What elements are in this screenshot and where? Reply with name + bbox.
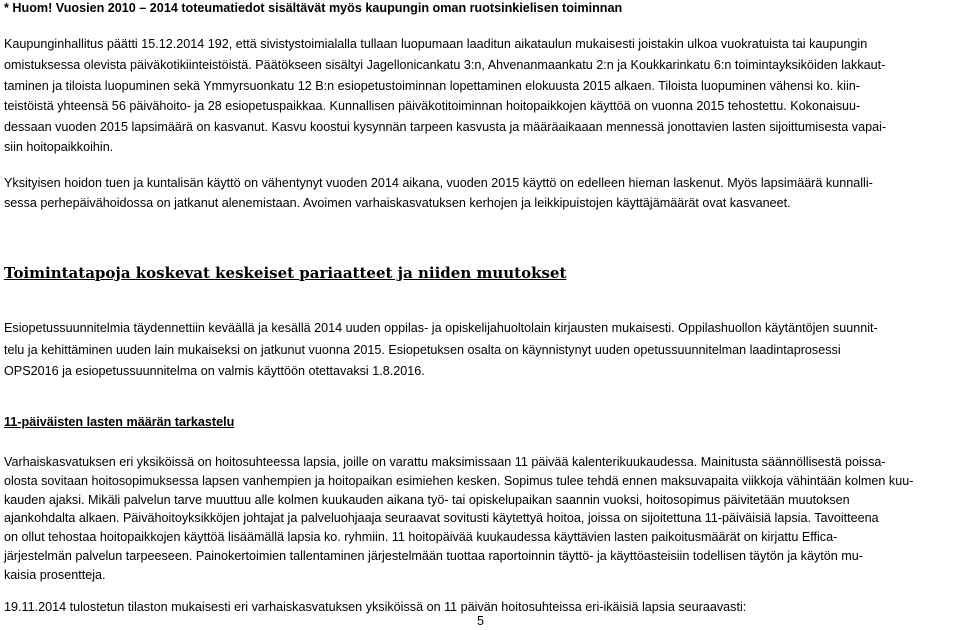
paragraph-1-line: taminen ja tiloista luopuminen sekä Ymmyrsuonkatu 12 B:n esiopetustoiminnan lopettaminen elokuusta 2015 alkaen. Tiloista luopuminen vähensi ko. kiin-: [4, 79, 860, 93]
paragraph-1-line: siin hoitopaikkoihin.: [4, 140, 114, 154]
paragraph-3-line: OPS2016 ja esiopetussuunnitelma on valmis käyttöön otettavaksi 1.8.2016.: [4, 364, 425, 378]
paragraph-4-line: Varhaiskasvatuksen eri yksiköissä on hoitosuhteessa lapsia, joille on varattu maksimissaan 11 päivää kalenterikuukaudessa. Mainitusta säännöllisestä poissa-: [4, 455, 886, 469]
paragraph-1-line: omistuksessa olevista päiväkotikiinteistöistä. Päätökseen sisältyi Jagellonicankatu 3:n, Ahvenanmaankatu 2:n ja Koukkarinkatu 6:n toimintayksiköiden lakkaut-: [4, 58, 886, 72]
page-number: 5: [477, 614, 485, 628]
paragraph-4-line: järjestelmän palvelun tarpeeseen. Painokertoimien tallentaminen järjestelmään tuottaa raportoinnin täyttö- ja käyttöasteisiin todellisen täytön ja käytön mu-: [4, 549, 863, 563]
paragraph-1-line: Kaupunginhallitus päätti 15.12.2014 192, että sivistystoimialalla tullaan luopumaan laaditun aikataulun mukaisesti joistakin ulkoa vuokratuista tai kaupungin: [4, 37, 868, 51]
paragraph-5-line: 19.11.2014 tulostetun tilaston mukaisesti eri varhaiskasvatuksen yksiköissä on 11 päivän hoitosuhteissa eri-ikäisiä lapsia seuraavasti:: [4, 600, 747, 614]
paragraph-1-line: teistöistä yhteensä 56 päivähoito- ja 28 esiopetuspaikkaa. Kunnallisen päiväkotitoiminnan hoitopaikkojen käyttöä on vuonna 2015 tehostettu. Kokonaisuu-: [4, 99, 861, 113]
note-line: * Huom! Vuosien 2010 – 2014 toteumatiedot sisältävät myös kaupungin oman ruotsinkielisen toiminnan: [4, 1, 623, 15]
paragraph-2-line: Yksityisen hoidon tuen ja kuntalisän käyttö on vähentynyt vuoden 2014 aikana, vuoden 2015 käyttö on edelleen hieman laskenut. Myös lapsimäärä kunnalli-: [4, 176, 873, 190]
paragraph-2-line: sessa perhepäivähoidossa on jatkanut alenemistaan. Avoimen varhaiskasvatuksen kerhojen ja leikkipuistojen käyttäjämäärät ovat kasvaneet.: [4, 196, 791, 210]
section-heading: Toimintatapoja koskevat keskeiset pariaatteet ja niiden muutokset: [4, 264, 567, 282]
paragraph-3-line: telu ja kehittäminen uuden lain mukaiseksi on jatkunut vuonna 2015. Esiopetuksen osalta on käynnistynyt uuden opetussuunnitelman laadintaprosessi: [4, 343, 841, 357]
paragraph-4-line: kaisia prosentteja.: [4, 568, 106, 582]
paragraph-4-line: ajankohdalta alkaen. Päivähoitoyksikköjen johtajat ja palveluohjaaja seuraavat sovitusti käytettyä hoitoa, joissa on sijoitettuna 11-päiväisiä lapsia. Tavoitteena: [4, 511, 879, 525]
subsection-heading: 11-päiväisten lasten määrän tarkastelu: [4, 415, 235, 429]
paragraph-4-line: olosta sovitaan hoitosopimuksessa lapsen vanhempien ja hoitopaikan esimiehen kesken. Sopimus tulee tehdä ennen maksuvapaita viikkoja vähintään kolmen kuu-: [4, 474, 914, 488]
paragraph-4-line: on ollut tehostaa hoitopaikkojen käyttöä lisäämällä lapsia ko. ryhmiin. 11 hoitopäivää kuukaudessa käyttävien lasten paikoitusmäärät on kirjattu Effica-: [4, 530, 838, 544]
paragraph-1-line: dessaan vuoden 2015 lapsimäärä on kasvanut. Kasvu koostui kysynnän tarpeen kasvusta ja määräaikaaan mennessä jonottavien lasten sijoittumisesta vapai-: [4, 120, 887, 134]
paragraph-4-line: kauden ajaksi. Mikäli palvelun tarve muuttuu alle kolmen kuukauden aikana työ- tai opiskelupaikan saannin vuoksi, hoitosopimus päivitetään muutoksen: [4, 493, 850, 507]
paragraph-3-line: Esiopetussuunnitelmia täydennettiin keväällä ja kesällä 2014 uuden oppilas- ja opiskelijahuoltolain kirjausten mukaisesti. Oppilashuollon käytäntöjen suunnit-: [4, 321, 878, 335]
